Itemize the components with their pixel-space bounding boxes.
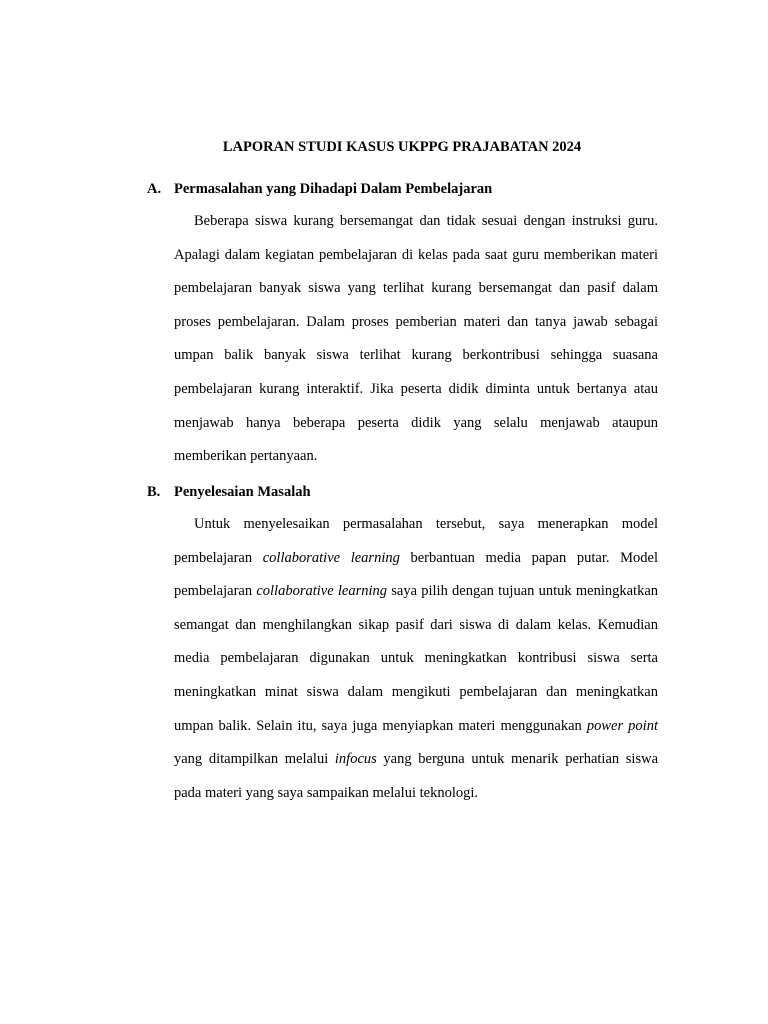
section-a-title: Permasalahan yang Dihadapi Dalam Pembelajaran [174,181,493,197]
section-a-paragraph: Beberapa siswa kurang bersemangat dan tidak sesuai dengan instruksi guru. Apalagi dalam kegiatan pembelajaran di kelas pada saat guru memberikan materi pembelajaran banyak siswa yang terlihat kurang bersemangat dan pasif dalam proses pembelajaran. Dalam proses pemberian materi dan tanya jawab sebagai umpan balik banyak siswa terlihat kurang berkontribusi sehingga suasana pembelajaran kurang interaktif. Jika peserta didik diminta untuk bertanya atau menjawab hanya beberapa peserta didik yang selalu menjawab ataupun memberikan pertanyaan. [174,213,658,465]
section-b-text-run: yang ditampilkan melalui [174,751,335,768]
section-a-letter: A. [147,181,162,197]
section-b-letter: B. [147,484,161,500]
section-b-text-run: saya pilih dengan tujuan untuk meningkatkan semangat dan menghilangkan sikap pasif dari siswa di dalam kelas. Kemudian media pembelajaran digunakan untuk meningkatkan kontribusi siswa serta meningkatkan minat siswa dalam mengikuti pembelajaran dan meningkatkan umpan balik. Selain itu, saya juga menyiapkan materi menggunakan [174,583,659,734]
section-b-paragraph [174,508,658,810]
section-b-text-run: berbantuan media papan putar. Model pembelajaran [174,549,658,600]
section-b-term-power-point: power point [586,717,658,734]
section-a-heading [147,180,667,198]
section-b-term-collaborative-learning: collaborative learning [256,583,388,600]
section-b-term-infocus: infocus [334,751,377,768]
document-title: LAPORAN STUDI KASUS UKPPG PRAJABATAN 2024 [222,139,582,155]
section-b-heading [147,483,667,501]
section-b-text-run: Untuk menyelesaikan permasalahan tersebut, saya menerapkan model pembelajaran [174,516,658,566]
section-b-title: Penyelesaian Masalah [174,484,311,500]
section-b-text-run: yang berguna untuk menarik perhatian siswa pada materi yang saya sampaikan melalui teknologi. [174,751,659,801]
section-b-term-collaborative-learning: collaborative learning [262,549,400,566]
